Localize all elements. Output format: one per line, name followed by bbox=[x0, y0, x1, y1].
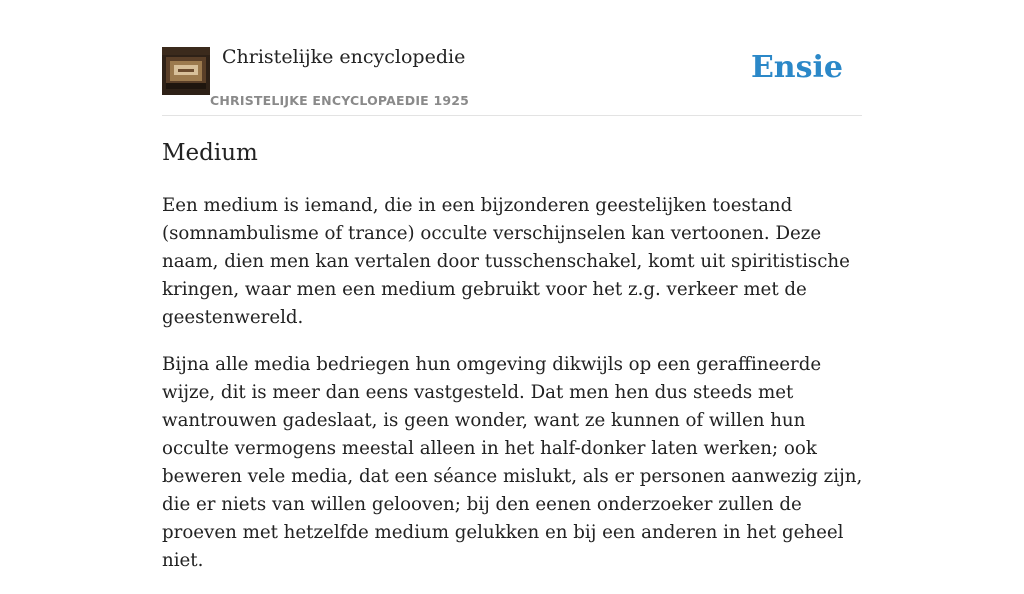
source-title[interactable]: Christelijke encyclopedie bbox=[222, 46, 466, 68]
source-subtitle: CHRISTELIJKE ENCYCLOPAEDIE 1925 bbox=[210, 93, 470, 108]
source-header bbox=[162, 0, 862, 116]
entry-title: Medium bbox=[162, 140, 258, 166]
entry-paragraph: Bijna alle media bedriegen hun omgeving dikwijls op een geraffineerde wijze, dit is meer dan eens vastgesteld. Dat men hen dus steeds met wantrouwen gadeslaat, is geen wonder, want ze kunnen of willen hun occulte vermogens meestal alleen in het half-donker laten werken; ook beweren vele media, dat een séance mislukt, als er personen aanwezig zijn, die er niets van willen gelooven; bij den eenen onderzoeker zullen de proeven met hetzelfde medium gelukken en bij een anderen in het geheel niet. bbox=[162, 354, 863, 571]
entry-body bbox=[162, 192, 868, 594]
brand-logo-link[interactable]: Ensie bbox=[750, 50, 843, 85]
entry-paragraph: Een medium is iemand, die in een bijzonderen geestelijken toestand (somnambulisme of trance) occulte verschijnselen kan vertoonen. Deze naam, dien men kan vertalen door tusschenschakel, komt uit spiritistische kringen, waar men een medium gebruikt voor het z.g. verkeer met de geestenwereld. bbox=[162, 195, 850, 328]
book-cover-icon bbox=[162, 47, 210, 95]
source-avatar[interactable] bbox=[162, 47, 210, 95]
article-container bbox=[162, 0, 863, 571]
